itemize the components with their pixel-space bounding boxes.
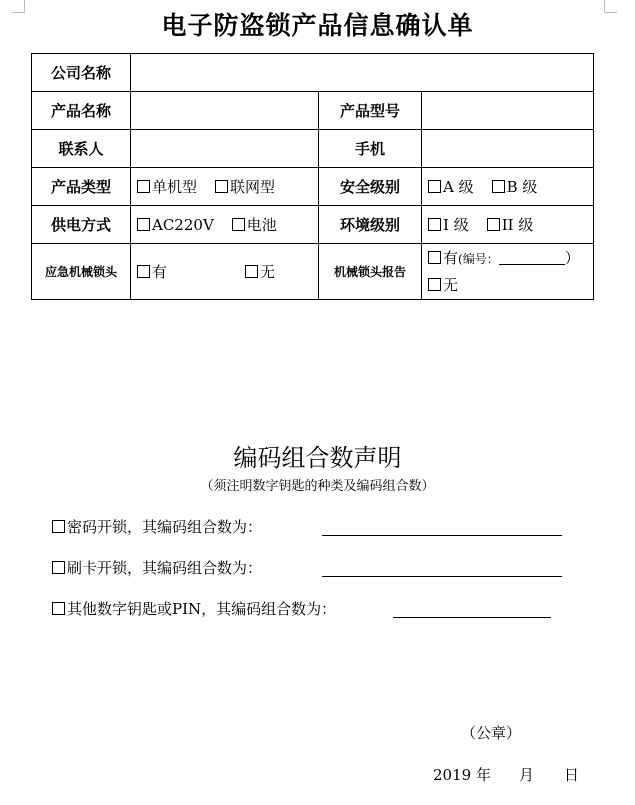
- product-type-networked-option[interactable]: 联网型: [215, 176, 275, 197]
- checkbox-icon[interactable]: [52, 520, 65, 533]
- row-power: [32, 206, 594, 244]
- date-month: 月: [519, 766, 535, 784]
- company-name-label: 公司名称: [32, 54, 131, 92]
- mech-lock-report-no-option[interactable]: 无: [428, 272, 587, 298]
- product-name-label: 产品名称: [32, 92, 131, 130]
- environment-level-2-option[interactable]: II 级: [487, 214, 534, 235]
- product-info-table: [31, 53, 594, 300]
- power-supply-label: 供电方式: [32, 206, 131, 244]
- checkbox-icon[interactable]: [137, 218, 150, 231]
- row-product: [32, 92, 594, 130]
- report-number-field[interactable]: [499, 252, 565, 265]
- emergency-lock-yes-option[interactable]: 有: [137, 261, 227, 282]
- password-combinations-field[interactable]: [322, 519, 562, 536]
- product-type-label: 产品类型: [32, 168, 131, 206]
- checkbox-icon[interactable]: [245, 265, 258, 278]
- date-day: 日: [564, 766, 580, 784]
- emergency-lock-label: 应急机械锁头: [32, 244, 131, 300]
- emergency-lock-no-option[interactable]: 无: [245, 261, 275, 282]
- checkbox-icon[interactable]: [492, 180, 505, 193]
- contact-field[interactable]: [131, 130, 319, 168]
- row-contact: [32, 130, 594, 168]
- environment-level-options: [422, 206, 594, 244]
- emergency-lock-options: [131, 244, 319, 300]
- contact-label: 联系人: [32, 130, 131, 168]
- card-combinations-field[interactable]: [322, 560, 562, 577]
- checkbox-icon[interactable]: [137, 265, 150, 278]
- section-subtitle: （须注明数字钥匙的种类及编码组合数）: [200, 479, 435, 494]
- checkbox-icon[interactable]: [52, 602, 65, 615]
- section-title: 编码组合数声明: [233, 444, 402, 472]
- checkbox-icon[interactable]: [428, 278, 441, 291]
- checkbox-icon[interactable]: [428, 180, 441, 193]
- product-type-standalone-option[interactable]: 单机型: [137, 176, 197, 197]
- product-name-field[interactable]: [131, 92, 319, 130]
- security-level-options: [422, 168, 594, 206]
- product-model-field[interactable]: [422, 92, 594, 130]
- mech-lock-report-label: 机械锁头报告: [319, 244, 422, 300]
- checkbox-icon[interactable]: [52, 561, 65, 574]
- checkbox-icon[interactable]: [215, 180, 228, 193]
- security-level-label: 安全级别: [319, 168, 422, 206]
- mech-lock-report-yes-option[interactable]: 有(编号： ）: [428, 245, 587, 272]
- power-supply-battery-option[interactable]: 电池: [232, 214, 277, 235]
- official-seal-label: （公章）: [461, 724, 522, 742]
- document-title: 电子防盗锁产品信息确认单: [161, 11, 474, 40]
- row-lock: [32, 244, 594, 300]
- mech-lock-report-options: [422, 244, 594, 300]
- checkbox-icon[interactable]: [428, 218, 441, 231]
- other-combinations-field[interactable]: [393, 601, 551, 618]
- checkbox-icon[interactable]: [137, 180, 150, 193]
- product-model-label: 产品型号: [319, 92, 422, 130]
- date-year: 2019 年: [433, 766, 491, 784]
- declaration-other[interactable]: 其他数字钥匙或PIN，其编码组合数为：: [52, 598, 551, 619]
- company-name-field[interactable]: [131, 54, 594, 92]
- checkbox-icon[interactable]: [428, 251, 441, 264]
- power-supply-options: [131, 206, 319, 244]
- row-type: [32, 168, 594, 206]
- power-supply-ac-option[interactable]: AC220V: [137, 216, 214, 234]
- checkbox-icon[interactable]: [232, 218, 245, 231]
- environment-level-label: 环境级别: [319, 206, 422, 244]
- declaration-password[interactable]: 密码开锁，其编码组合数为：: [52, 516, 562, 537]
- mobile-label: 手机: [319, 130, 422, 168]
- checkbox-icon[interactable]: [487, 218, 500, 231]
- mobile-field[interactable]: [422, 130, 594, 168]
- security-level-b-option[interactable]: B 级: [492, 176, 538, 197]
- product-type-options: [131, 168, 319, 206]
- environment-level-1-option[interactable]: I 级: [428, 214, 469, 235]
- signature-date: [433, 764, 579, 785]
- row-company: [32, 54, 594, 92]
- security-level-a-option[interactable]: A 级: [428, 176, 474, 197]
- declaration-card[interactable]: 刷卡开锁，其编码组合数为：: [52, 557, 562, 578]
